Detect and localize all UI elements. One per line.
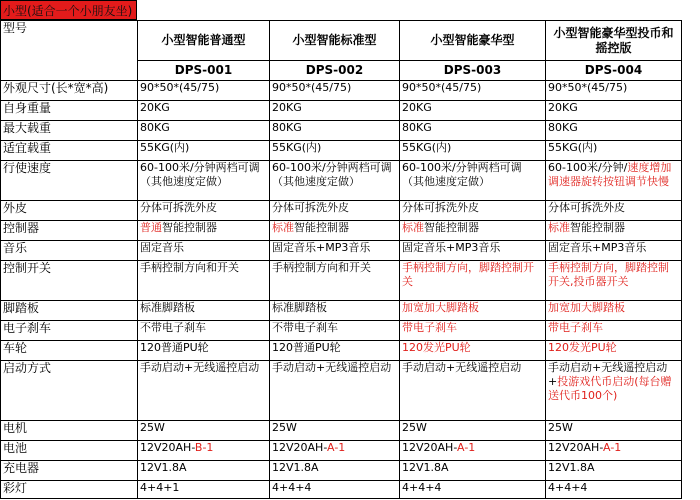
- cell-text: 智能控制器: [424, 221, 479, 234]
- spec-cell: [400, 121, 546, 141]
- spec-cell: [270, 201, 400, 221]
- spec-cell: [270, 81, 400, 101]
- cell-text: 手柄控制方向，脚踏控制开关: [402, 261, 534, 288]
- spec-cell: [270, 481, 400, 499]
- cell-text: 80KG: [272, 121, 302, 134]
- cell-text: 20KG: [272, 101, 302, 114]
- spec-cell: [400, 361, 546, 421]
- cell-text: 120普通PU轮: [140, 341, 209, 354]
- cell-text: 120普通PU轮: [272, 341, 341, 354]
- cell-text: 55KG(内): [272, 141, 322, 154]
- spec-row: [1, 221, 682, 241]
- spec-cell: [546, 81, 682, 101]
- spec-cell: [400, 321, 546, 341]
- spec-cell: [138, 161, 270, 201]
- spec-row: [1, 361, 682, 421]
- cell-text: 90*50*(45/75): [272, 81, 352, 94]
- cell-text: 手动启动+无线遥控启动+: [548, 361, 668, 388]
- spec-cell: [400, 201, 546, 221]
- spec-row: [1, 81, 682, 101]
- spec-cell: [546, 201, 682, 221]
- product-code-3: DPS-003: [400, 61, 546, 81]
- cell-text: 加宽加大脚踏板: [402, 301, 479, 314]
- product-name-2: 小型智能标准型: [270, 21, 400, 61]
- spec-cell: [400, 141, 546, 161]
- cell-text: 90*50*(45/75): [140, 81, 220, 94]
- spec-row-label: 音乐: [1, 241, 138, 261]
- cell-text: A-1: [457, 441, 476, 454]
- spec-cell: [270, 321, 400, 341]
- spec-row-label: 脚踏板: [1, 301, 138, 321]
- spec-cell: [546, 481, 682, 499]
- cell-text: 标准: [548, 221, 570, 234]
- cell-text: 不带电子刹车: [140, 321, 206, 334]
- spec-row: [1, 441, 682, 461]
- spec-cell: [400, 301, 546, 321]
- spec-row-label: 自身重量: [1, 101, 138, 121]
- cell-text: 60-100米/分钟两档可调（其他速度定做）: [272, 161, 392, 188]
- spec-row: [1, 201, 682, 221]
- cell-text: 80KG: [402, 121, 432, 134]
- spec-row-label: 外皮: [1, 201, 138, 221]
- cell-text: 55KG(内): [402, 141, 452, 154]
- cell-text: 带电子刹车: [402, 321, 457, 334]
- spec-cell: [270, 441, 400, 461]
- spec-row: [1, 321, 682, 341]
- spec-cell: [270, 101, 400, 121]
- cell-text: 智能控制器: [162, 221, 217, 234]
- spec-cell: [270, 121, 400, 141]
- cell-text: 12V1.8A: [548, 461, 595, 474]
- spec-row: [1, 261, 682, 301]
- cell-text: 标准脚踏板: [272, 301, 327, 314]
- cell-text: A-1: [603, 441, 622, 454]
- spec-table-body: [1, 21, 682, 499]
- spec-cell: [138, 461, 270, 481]
- spec-cell: [270, 221, 400, 241]
- product-code-1: DPS-001: [138, 61, 270, 81]
- cell-text: 4+4+1: [140, 481, 180, 494]
- spec-cell: [400, 81, 546, 101]
- spec-cell: [270, 301, 400, 321]
- spec-cell: [546, 101, 682, 121]
- cell-text: 智能控制器: [570, 221, 625, 234]
- spec-cell: [546, 241, 682, 261]
- spec-cell: [400, 261, 546, 301]
- spec-cell: [400, 441, 546, 461]
- spec-row: [1, 101, 682, 121]
- spec-cell: [400, 461, 546, 481]
- spec-cell: [270, 341, 400, 361]
- spec-cell: [546, 421, 682, 441]
- spec-cell: [138, 301, 270, 321]
- spec-cell: [400, 241, 546, 261]
- spec-row-label: 电子刹车: [1, 321, 138, 341]
- product-code-4: DPS-004: [546, 61, 682, 81]
- cell-text: 手柄控制方向和开关: [272, 261, 371, 274]
- model-label: 型号: [1, 21, 138, 81]
- spec-row-label: 外观尺寸(长*宽*高): [1, 81, 138, 101]
- spec-row-label: 车轮: [1, 341, 138, 361]
- cell-text: 12V1.8A: [272, 461, 319, 474]
- spec-row: [1, 481, 682, 499]
- product-name-1: 小型智能普通型: [138, 21, 270, 61]
- spec-cell: [270, 421, 400, 441]
- product-name-3: 小型智能豪华型: [400, 21, 546, 61]
- spec-row-label: 彩灯: [1, 481, 138, 499]
- spec-row-label: 控制器: [1, 221, 138, 241]
- cell-text: 投游戏代币启动(每台赠送代币100个): [548, 375, 672, 402]
- cell-text: 12V20AH-: [140, 441, 195, 454]
- cell-text: 25W: [272, 421, 297, 434]
- cell-text: 4+4+4: [402, 481, 442, 494]
- spec-row-label: 适宜载重: [1, 141, 138, 161]
- spec-row-label: 控制开关: [1, 261, 138, 301]
- spec-cell: [546, 161, 682, 201]
- spec-row-label: 行使速度: [1, 161, 138, 201]
- cell-text: 12V1.8A: [402, 461, 449, 474]
- cell-text: 20KG: [140, 101, 170, 114]
- cell-text: 55KG(内): [140, 141, 190, 154]
- spec-row-label: 电机: [1, 421, 138, 441]
- spec-cell: [400, 161, 546, 201]
- cell-text: 80KG: [548, 121, 578, 134]
- cell-text: 分体可拆洗外皮: [272, 201, 349, 214]
- spec-cell: [270, 361, 400, 421]
- spec-cell: [270, 461, 400, 481]
- spec-cell: [138, 261, 270, 301]
- cell-text: 4+4+4: [272, 481, 312, 494]
- cell-text: 25W: [140, 421, 165, 434]
- cell-text: 55KG(内): [548, 141, 598, 154]
- spec-cell: [546, 321, 682, 341]
- spec-cell: [270, 161, 400, 201]
- spec-cell: [546, 221, 682, 241]
- cell-text: 60-100米/分钟两档可调（其他速度定做）: [402, 161, 522, 188]
- spec-cell: [546, 261, 682, 301]
- spec-cell: [546, 141, 682, 161]
- cell-text: 普通: [140, 221, 162, 234]
- spec-cell: [270, 141, 400, 161]
- cell-text: 带电子刹车: [548, 321, 603, 334]
- cell-text: 90*50*(45/75): [548, 81, 628, 94]
- spec-cell: [138, 361, 270, 421]
- spec-row: [1, 341, 682, 361]
- spec-cell: [138, 201, 270, 221]
- spec-row-label: 启动方式: [1, 361, 138, 421]
- spec-cell: [138, 441, 270, 461]
- spec-cell: [546, 301, 682, 321]
- cell-text: 80KG: [140, 121, 170, 134]
- cell-text: 120发光PU轮: [548, 341, 617, 354]
- cell-text: 手动启动+无线遥控启动: [140, 361, 260, 374]
- cell-text: 固定音乐: [140, 241, 184, 254]
- cell-text: 智能控制器: [294, 221, 349, 234]
- sheet-title: 小型(适合一个小朋友坐): [0, 0, 137, 20]
- spec-row-label: 最大载重: [1, 121, 138, 141]
- spec-cell: [546, 121, 682, 141]
- spec-cell: [400, 341, 546, 361]
- cell-text: 手动启动+无线遥控启动: [272, 361, 392, 374]
- spec-cell: [138, 121, 270, 141]
- spec-cell: [138, 321, 270, 341]
- cell-text: 120发光PU轮: [402, 341, 471, 354]
- spec-cell: [138, 141, 270, 161]
- spec-cell: [270, 241, 400, 261]
- spec-row: [1, 241, 682, 261]
- product-name-4: 小型智能豪华型投币和摇控版: [546, 21, 682, 61]
- spec-cell: [138, 221, 270, 241]
- cell-text: 固定音乐+MP3音乐: [548, 241, 647, 254]
- cell-text: 手柄控制方向，脚踏控制开关,投币器开关: [548, 261, 669, 288]
- spec-cell: [546, 461, 682, 481]
- spec-row: [1, 141, 682, 161]
- spec-cell: [138, 481, 270, 499]
- product-code-2: DPS-002: [270, 61, 400, 81]
- cell-text: 20KG: [548, 101, 578, 114]
- cell-text: B-1: [194, 441, 214, 454]
- cell-text: 速度增加调速器旋转按钮调节快慢: [548, 161, 672, 188]
- spec-cell: [138, 81, 270, 101]
- spec-row: [1, 161, 682, 201]
- spec-cell: [400, 221, 546, 241]
- spec-cell: [138, 241, 270, 261]
- spec-row: [1, 461, 682, 481]
- spec-table: [0, 20, 682, 499]
- cell-text: 12V20AH-: [272, 441, 328, 454]
- spec-cell: [138, 101, 270, 121]
- spec-cell: [400, 101, 546, 121]
- cell-text: 60-100米/分钟两档可调（其他速度定做）: [140, 161, 260, 188]
- spec-row: [1, 121, 682, 141]
- spec-cell: [546, 341, 682, 361]
- cell-text: 加宽加大脚踏板: [548, 301, 625, 314]
- spec-row-label: 充电器: [1, 461, 138, 481]
- spec-row: [1, 421, 682, 441]
- cell-text: A-1: [327, 441, 346, 454]
- cell-text: 25W: [548, 421, 573, 434]
- cell-text: 固定音乐+MP3音乐: [402, 241, 501, 254]
- cell-text: 12V20AH-: [548, 441, 604, 454]
- cell-text: 90*50*(45/75): [402, 81, 482, 94]
- cell-text: 分体可拆洗外皮: [140, 201, 217, 214]
- cell-text: 4+4+4: [548, 481, 588, 494]
- cell-text: 标准脚踏板: [140, 301, 195, 314]
- spec-cell: [270, 261, 400, 301]
- cell-text: 分体可拆洗外皮: [548, 201, 625, 214]
- cell-text: 标准: [402, 221, 424, 234]
- cell-text: 20KG: [402, 101, 432, 114]
- spec-cell: [138, 421, 270, 441]
- spec-cell: [546, 361, 682, 421]
- cell-text: 不带电子刹车: [272, 321, 338, 334]
- header-name-row: [1, 21, 682, 61]
- cell-text: 手动启动+无线遥控启动: [402, 361, 522, 374]
- spec-cell: [400, 421, 546, 441]
- cell-text: 手柄控制方向和开关: [140, 261, 239, 274]
- cell-text: 12V20AH-: [402, 441, 458, 454]
- cell-text: 分体可拆洗外皮: [402, 201, 479, 214]
- spec-cell: [400, 481, 546, 499]
- spec-cell: [546, 441, 682, 461]
- spec-cell: [138, 341, 270, 361]
- cell-text: 25W: [402, 421, 427, 434]
- cell-text: 60-100米/分钟/: [548, 161, 628, 174]
- cell-text: 12V1.8A: [140, 461, 187, 474]
- spec-row: [1, 301, 682, 321]
- cell-text: 固定音乐+MP3音乐: [272, 241, 371, 254]
- spec-row-label: 电池: [1, 441, 138, 461]
- cell-text: 标准: [272, 221, 294, 234]
